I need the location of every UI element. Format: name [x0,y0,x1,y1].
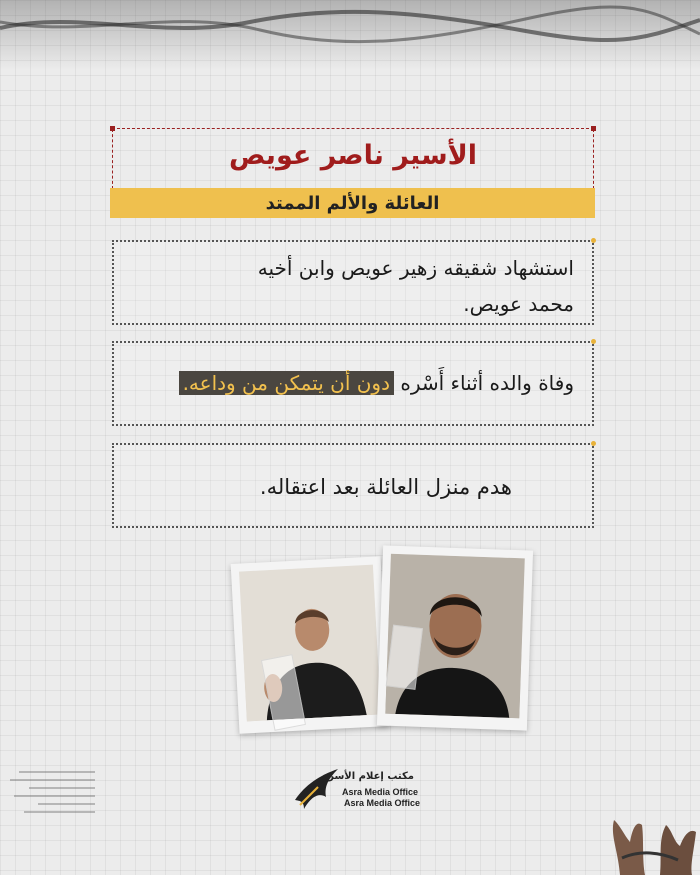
fact-text-3: هدم منزل العائلة بعد اعتقاله. [259,475,512,499]
person-photo-icon [239,565,381,722]
media-office-logo [290,765,430,815]
fact-text-2 [179,365,574,401]
fact-text-prefix: وفاة والده أثناء أَسْره [394,371,574,395]
chained-hands-icon [600,780,700,875]
fact-line: استشهاد شقيقه زهير عويص وابن أخيه [257,256,574,280]
background-faded-text [0,765,95,845]
fact-text-1 [258,250,574,322]
fact-highlight: دون أن يتمكن من وداعه. [179,371,394,395]
page-title: الأسير ناصر عويص [228,140,478,171]
fact-box-2 [112,341,594,426]
subtitle-bar [110,188,595,218]
fact-line: محمد عويص. [463,292,574,316]
photo-prisoner-portrait [377,545,533,730]
box-accent-dot [591,238,596,243]
subtitle-text: العائلة والألم الممتد [265,192,440,214]
barbed-wire-icon [0,0,700,60]
fact-box-3 [112,443,594,528]
box-accent-dot [591,339,596,344]
photo-prisoner-standing [231,556,390,734]
logo-english-text: Asra Media Office [341,787,418,797]
logo-arabic-text: مكتب إعلام الأسرى [319,771,414,782]
barbed-wire-banner [0,0,700,70]
fact-box-1 [112,240,594,325]
logo-english-text-secondary: Asra Media Office [343,798,420,808]
box-accent-dot [591,441,596,446]
